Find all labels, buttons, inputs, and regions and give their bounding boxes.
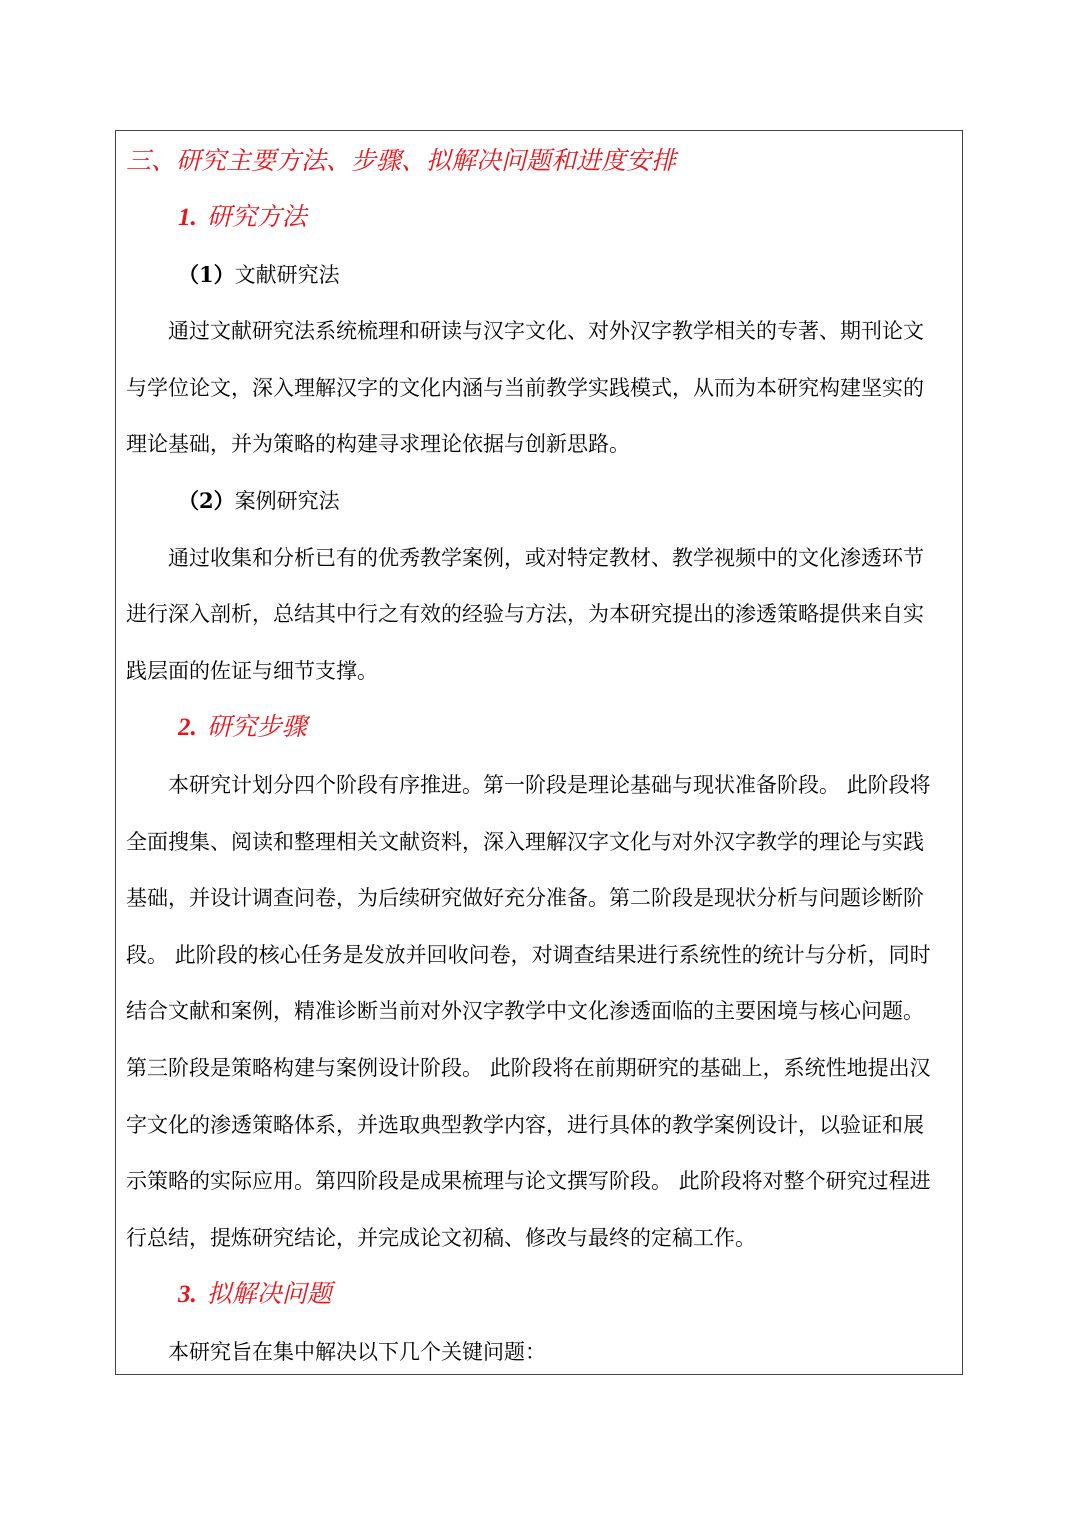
paragraph-line: 理论基础，并为策略的构建寻求理论依据与创新思路。 xyxy=(126,432,630,457)
methods-heading xyxy=(126,189,952,247)
methods-number: 1. xyxy=(178,204,197,231)
steps-heading xyxy=(126,699,952,757)
methods-title: 研究方法 xyxy=(206,202,307,231)
problems-heading xyxy=(126,1266,952,1324)
paragraph-line: 全面搜集、阅读和整理相关文献资料，深入理解汉字文化与对外汉字教学的理论与实践 xyxy=(126,829,924,854)
method-1-number: （1） xyxy=(178,261,235,287)
steps-paragraph xyxy=(126,757,952,1266)
method-1-paragraph xyxy=(126,303,952,473)
content-table-cell xyxy=(115,130,963,1375)
paragraph-line: 第三阶段是策略构建与案例设计阶段。 此阶段将在前期研究的基础上，系统性地提出汉 xyxy=(126,1055,931,1080)
steps-title: 研究步骤 xyxy=(206,712,307,742)
paragraph-line: 践层面的佐证与细节支撑。 xyxy=(126,658,378,683)
paragraph-line: 段。 此阶段的核心任务是发放并回收问卷，对调查结果进行系统性的统计与分析，同时 xyxy=(126,942,931,967)
section-title: 三、研究主要方法、步骤、拟解决问题和进度安排 xyxy=(126,146,677,175)
paragraph-line: 本研究计划分四个阶段有序推进。第一阶段是理论基础与现状准备阶段。 此阶段将 xyxy=(168,772,931,797)
paragraph-line: 进行深入剖析，总结其中行之有效的经验与方法，为本研究提出的渗透策略提供来自实 xyxy=(126,602,924,627)
method-2-name: 案例研究法 xyxy=(234,488,340,513)
method-2-heading xyxy=(126,473,952,530)
method-2-paragraph xyxy=(126,530,952,700)
paragraph-line: 字文化的渗透策略体系，并选取典型教学内容，进行具体的教学案例设计，以验证和展 xyxy=(126,1112,924,1137)
paragraph-line: 通过文献研究法系统梳理和研读与汉字文化、对外汉字教学相关的专著、期刊论文 xyxy=(168,319,924,344)
problems-title: 拟解决问题 xyxy=(206,1279,332,1309)
paragraph-line: 与学位论文，深入理解汉字的文化内涵与当前教学实践模式，从而为本研究构建坚实的 xyxy=(126,375,924,400)
method-1-heading xyxy=(126,247,952,304)
paragraph-line: 示策略的实际应用。第四阶段是成果梳理与论文撰写阶段。 此阶段将对整个研究过程进 xyxy=(126,1169,931,1194)
problems-number: 3. xyxy=(178,1281,197,1309)
method-2-number: （2） xyxy=(178,487,235,513)
method-1-name: 文献研究法 xyxy=(234,262,340,287)
section-body xyxy=(126,189,952,1380)
steps-number: 2. xyxy=(178,714,197,742)
problems-intro: 本研究旨在集中解决以下几个关键问题： xyxy=(168,1339,546,1364)
paragraph-line: 行总结，提炼研究结论，并完成论文初稿、修改与最终的定稿工作。 xyxy=(126,1225,756,1250)
paragraph-line: 通过收集和分析已有的优秀教学案例，或对特定教材、教学视频中的文化渗透环节 xyxy=(168,545,924,570)
paragraph-line: 基础，并设计调查问卷，为后续研究做好充分准备。第二阶段是现状分析与问题诊断阶 xyxy=(126,886,924,911)
paragraph-line: 结合文献和案例，精准诊断当前对外汉字教学中文化渗透面临的主要困境与核心问题。 xyxy=(126,999,924,1024)
